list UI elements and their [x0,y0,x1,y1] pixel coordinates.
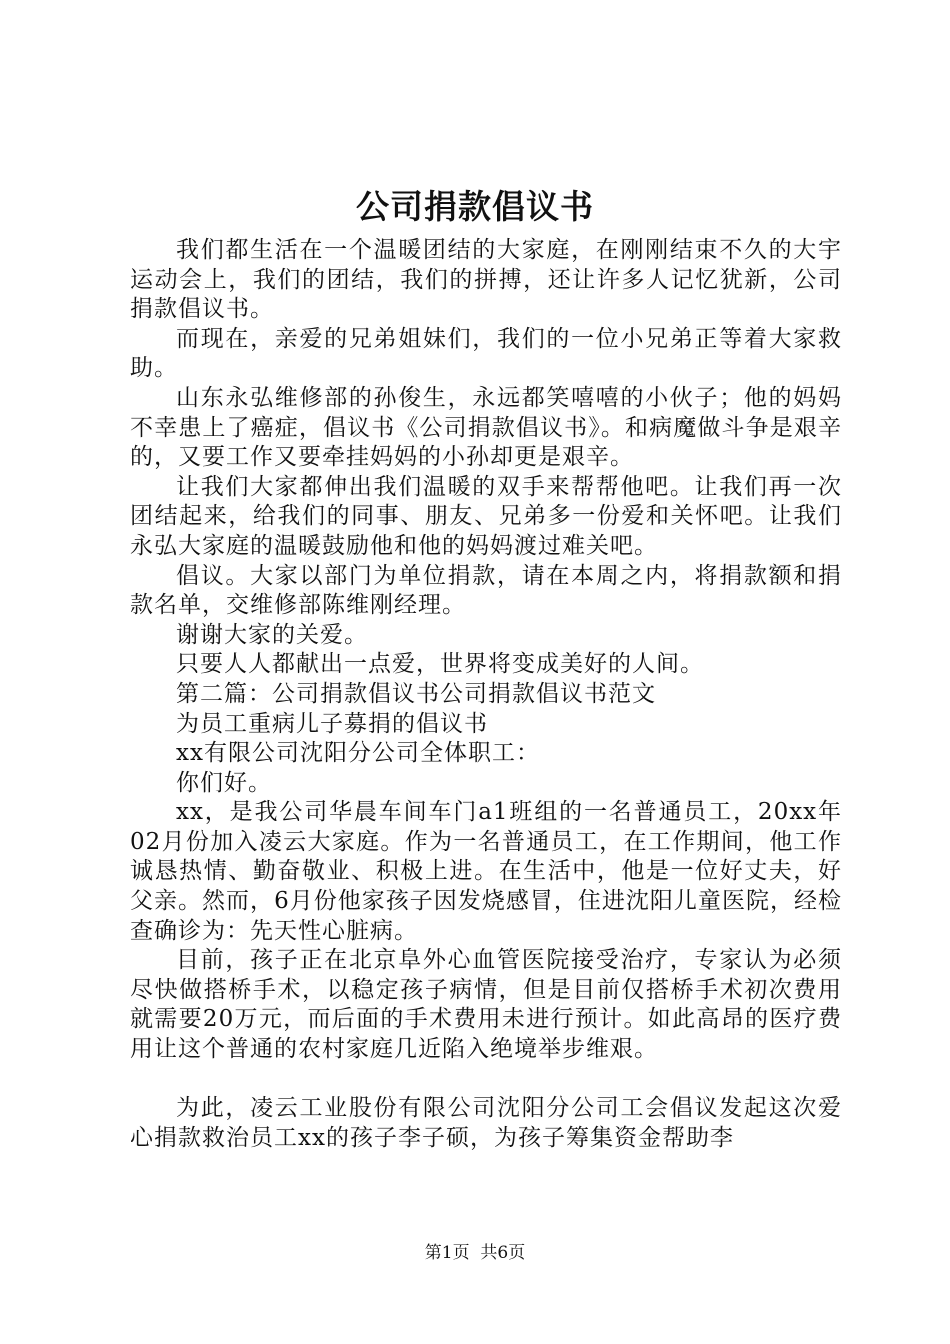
paragraph: 让我们大家都伸出我们温暖的双手来帮帮他吧。让我们再一次团结起来，给我们的同事、朋友、兄弟多一份爱和关怀吧。让我们永弘大家庭的温暖鼓励他和他的妈妈渡过难关吧。 [130,473,842,559]
paragraph: xx有限公司沈阳分公司全体职工： [176,740,540,767]
document-title: 公司捐款倡议书 [356,187,594,226]
paragraph: 只要人人都献出一点爱，世界将变成美好的人间。 [176,651,704,678]
paragraph: 谢谢大家的关爱。 [176,621,368,648]
page-number: 第1页 [424,1243,470,1263]
paragraph: 我们都生活在一个温暖团结的大家庭，在刚刚结束不久的大宇运动会上，我们的团结，我们的拼搏，还让许多人记忆犹新，公司捐款倡议书。 [130,237,842,323]
paragraph: 你们好。 [176,769,272,796]
document-body [130,236,842,1153]
footer-spacer [470,1243,481,1263]
paragraph: 为员工重病儿子募捐的倡议书 [176,710,488,737]
paragraph: 第二篇：公司捐款倡议书公司捐款倡议书范文 [176,680,656,707]
paragraph: 山东永弘维修部的孙俊生，永远都笑嘻嘻的小伙子；他的妈妈不幸患上了癌症，倡议书《公司捐款倡议书》。和病魔做斗争是艰辛的，又要工作又要牵挂妈妈的小孙却更是艰辛。 [130,384,842,471]
paragraph: 倡议。大家以部门为单位捐款，请在本周之内，将捐款额和捐款名单，交维修部陈维刚经理。 [130,562,842,619]
paragraph: xx，是我公司华晨车间车门a1班组的一名普通员工，20xx年02月份加入凌云大家庭。作为一名普通员工，在工作期间，他工作诚恳热情、勤奋敬业、积极上进。在生活中，他是一位好丈夫，好父亲。然而，6月份他家孩子因发烧感冒，住进沈阳儿童医院，经检查确诊为：先天性心脏病。 [130,799,842,944]
paragraph: 目前，孩子正在北京阜外心血管医院接受治疗，专家认为必须尽快做搭桥手术，以稳定孩子病情，但是目前仅搭桥手术初次费用就需要20万元，而后面的手术费用未进行预计。如此高昂的医疗费用让这个普通的农村家庭几近陷入绝境举步维艰。 [130,947,842,1063]
page-footer [0,1242,950,1264]
paragraph: 为此，凌云工业股份有限公司沈阳分公司工会倡议发起这次爱心捐款救治员工xx的孩子李子硕，为孩子筹集资金帮助李 [130,1095,842,1151]
paragraph: 而现在，亲爱的兄弟姐妹们，我们的一位小兄弟正等着大家救助。 [130,325,842,382]
page-total: 共6页 [480,1243,526,1263]
